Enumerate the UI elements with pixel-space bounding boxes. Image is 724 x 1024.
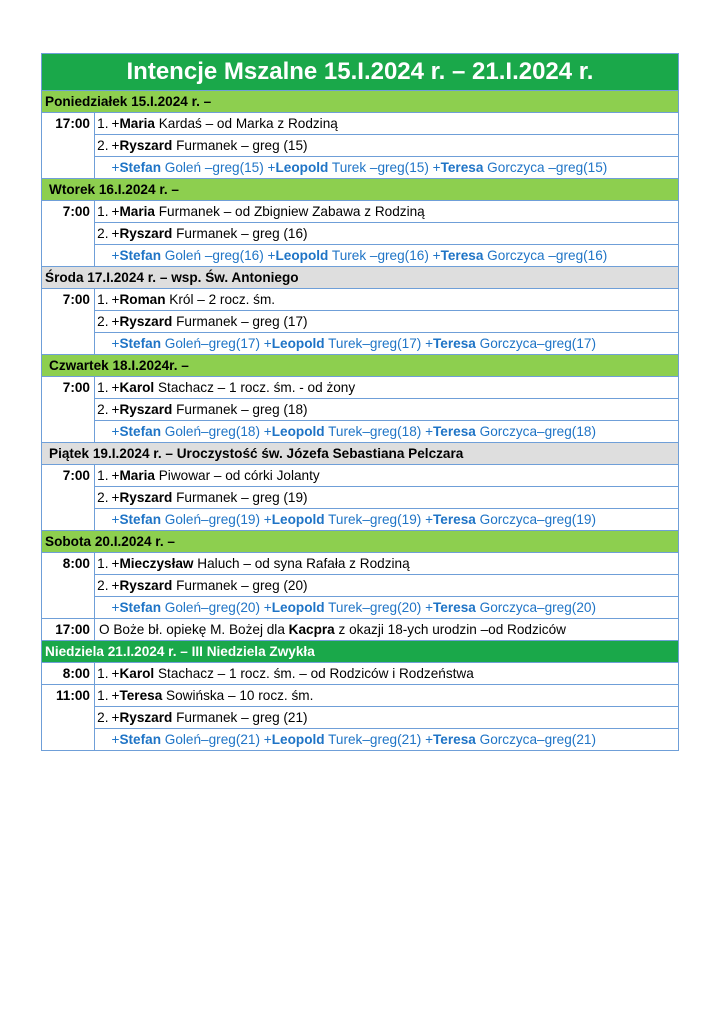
text-segment: Turek –greg(16) + [328,248,441,263]
name-bold: Karol [119,380,155,395]
name-bold: Ryszard [119,490,173,505]
intention-row [42,619,679,641]
text-segment: + [111,138,120,153]
name-bold: Stefan [119,336,161,351]
text-segment: Goleń –greg(15) + [161,160,276,175]
name-bold: Ryszard [119,314,173,329]
intention-text [111,113,679,135]
text-segment: Furmanek – greg (20) [172,578,308,593]
text-segment: + [111,204,120,219]
text-segment: + [111,380,120,395]
name-bold: Leopold [271,600,325,615]
gregorian-intentions [111,245,679,267]
name-bold: Stefan [119,248,161,263]
text-segment: + [111,710,120,725]
intention-row [42,487,679,509]
intention-text [111,289,679,311]
name-bold: Leopold [275,248,329,263]
intention-row [42,575,679,597]
intention-text [111,685,679,707]
intention-text [111,223,679,245]
text-segment: Gorczyca –greg(16) [483,248,608,263]
intention-number: 1. [95,377,111,399]
intention-row [42,311,679,333]
intention-row [42,729,679,751]
text-segment: Turek–greg(17) + [324,336,434,351]
text-segment: + [111,402,120,417]
page-title: Intencje Mszalne 15.I.2024 r. – 21.I.2024 r. [41,53,679,90]
intention-row [42,245,679,267]
name-bold: Stefan [119,600,161,615]
intention-number: 2. [95,707,111,729]
text-segment: Furmanek – greg (21) [172,710,308,725]
intention-number: 1. [95,553,111,575]
text-segment: Sowińska – 10 rocz. śm. [162,688,314,703]
day-header [42,443,679,465]
name-bold: Leopold [271,424,325,439]
name-bold: Teresa [433,600,476,615]
text-segment: Gorczyca–greg(20) [475,600,596,615]
name-bold: Teresa [440,160,484,175]
name-bold: Teresa [433,336,476,351]
intention-row [42,113,679,135]
intention-text [111,399,679,421]
name-bold: Stefan [119,160,161,175]
intention-number [95,729,111,751]
intention-number: 1. [95,289,111,311]
intention-number: 2. [95,575,111,597]
intention-text [111,663,679,685]
name-bold: Leopold [275,160,329,175]
text-segment: + [111,424,120,439]
intention-row [42,333,679,355]
text-segment: Furmanek – greg (15) [172,138,308,153]
intention-number: 2. [95,223,111,245]
name-bold: Leopold [271,336,325,351]
intention-row [42,597,679,619]
day-label: Czwartek 18.I.2024r. – [42,355,679,377]
day-label: Poniedziałek 15.I.2024 r. – [42,91,679,113]
text-segment: Kardaś – od Marka z Rodziną [154,116,338,131]
intention-number: 2. [95,135,111,157]
name-bold: Stefan [119,732,161,747]
text-segment: O Boże bł. opiekę M. Bożej dla [99,622,289,637]
text-segment: + [111,512,120,527]
day-label: Wtorek 16.I.2024 r. – [42,179,679,201]
intention-text [111,487,679,509]
mass-time: 8:00 [42,663,95,685]
mass-time: 17:00 [42,113,95,179]
intention-row [42,377,679,399]
intention-row [42,399,679,421]
gregorian-intentions [111,421,679,443]
intention-number: 2. [95,399,111,421]
name-bold: Stefan [119,512,161,527]
text-segment: + [111,248,120,263]
intention-row [42,223,679,245]
text-segment: + [111,666,120,681]
mass-time: 7:00 [42,377,95,443]
intention-number [95,333,111,355]
intention-row [42,157,679,179]
name-bold: Stefan [119,424,161,439]
text-segment: Goleń–greg(20) + [161,600,272,615]
name-bold: Maria [119,468,155,483]
intention-row [42,421,679,443]
gregorian-intentions [111,509,679,531]
name-bold: Ryszard [119,138,173,153]
day-label: Niedziela 21.I.2024 r. – III Niedziela Zwykła [42,641,679,663]
text-segment: + [111,468,120,483]
name-bold: Leopold [271,732,325,747]
mass-time: 8:00 [42,553,95,619]
intention-number: 1. [95,201,111,223]
intention-row [42,707,679,729]
text-segment: + [111,160,120,175]
intention-text [111,201,679,223]
intention-number [95,245,111,267]
intention-number: 2. [95,311,111,333]
text-segment: Furmanek – greg (19) [172,490,308,505]
text-segment: Król – 2 rocz. śm. [165,292,276,307]
text-segment: + [111,600,120,615]
intention-text [111,707,679,729]
intention-number [95,509,111,531]
text-segment: Turek –greg(15) + [328,160,441,175]
text-segment: + [111,226,120,241]
intention-row [42,509,679,531]
gregorian-intentions [111,157,679,179]
intentions-table [41,90,679,751]
intention-number: 1. [95,465,111,487]
intention-text [111,377,679,399]
mass-time: 11:00 [42,685,95,751]
text-segment: Turek–greg(21) + [324,732,434,747]
intention-text [111,575,679,597]
text-segment: Gorczyca–greg(21) [475,732,596,747]
intentions-sheet [41,53,679,751]
day-header [42,91,679,113]
intention-row [42,663,679,685]
intention-row [42,685,679,707]
text-segment: Goleń–greg(18) + [161,424,272,439]
text-segment: + [111,688,120,703]
intention-number: 1. [95,685,111,707]
gregorian-intentions [111,333,679,355]
day-header [42,179,679,201]
day-header [42,531,679,553]
text-segment: + [111,556,120,571]
intention-number [95,421,111,443]
text-segment: + [111,116,120,131]
name-bold: Teresa [119,688,163,703]
day-label: Środa 17.I.2024 r. – wsp. Św. Antoniego [42,267,679,289]
text-segment: Turek–greg(20) + [324,600,434,615]
intention-row [42,289,679,311]
gregorian-intentions [111,597,679,619]
name-bold: Teresa [433,732,476,747]
mass-time: 7:00 [42,465,95,531]
mass-time: 7:00 [42,289,95,355]
intention-row [42,135,679,157]
day-label: Sobota 20.I.2024 r. – [42,531,679,553]
text-segment: Furmanek – greg (18) [172,402,308,417]
intention-number [95,597,111,619]
intention-text [95,619,679,641]
name-bold: Ryszard [119,402,173,417]
intention-number: 1. [95,113,111,135]
name-bold: Ryszard [119,578,173,593]
intention-row [42,201,679,223]
intention-row [42,553,679,575]
name-bold: Teresa [440,248,484,263]
name-bold: Maria [119,204,155,219]
text-segment: + [111,490,120,505]
name-bold: Kacpra [288,622,335,637]
text-segment: + [111,578,120,593]
intention-number: 1. [95,663,111,685]
gregorian-intentions [111,729,679,751]
text-segment: + [111,314,120,329]
day-header [42,641,679,663]
day-header [42,355,679,377]
name-bold: Maria [119,116,155,131]
intention-number [95,157,111,179]
intention-text [111,135,679,157]
intention-row [42,465,679,487]
text-segment: z okazji 18-ych urodzin –od Rodziców [334,622,566,637]
intention-text [111,311,679,333]
name-bold: Teresa [433,424,476,439]
text-segment: Gorczyca–greg(17) [475,336,596,351]
mass-time: 7:00 [42,201,95,267]
text-segment: Goleń–greg(21) + [161,732,272,747]
text-segment: Stachacz – 1 rocz. śm. - od żony [154,380,356,395]
text-segment: Piwowar – od córki Jolanty [154,468,320,483]
text-segment: Goleń–greg(17) + [161,336,272,351]
text-segment: Stachacz – 1 rocz. śm. – od Rodziców i Rodzeństwa [154,666,474,681]
name-bold: Karol [119,666,155,681]
name-bold: Ryszard [119,710,173,725]
name-bold: Ryszard [119,226,173,241]
name-bold: Roman [119,292,166,307]
text-segment: + [111,336,120,351]
text-segment: Gorczyca–greg(18) [475,424,596,439]
intention-text [111,465,679,487]
text-segment: Furmanek – od Zbigniew Zabawa z Rodziną [154,204,425,219]
text-segment: Turek–greg(18) + [324,424,434,439]
name-bold: Teresa [433,512,476,527]
mass-time: 17:00 [42,619,95,641]
text-segment: Turek–greg(19) + [324,512,434,527]
intention-text [111,553,679,575]
text-segment: Furmanek – greg (16) [172,226,308,241]
text-segment: + [111,732,120,747]
name-bold: Leopold [271,512,325,527]
text-segment: Goleń –greg(16) + [161,248,276,263]
day-header [42,267,679,289]
text-segment: Furmanek – greg (17) [172,314,308,329]
text-segment: Gorczyca–greg(19) [475,512,596,527]
text-segment: Gorczyca –greg(15) [483,160,608,175]
day-label: Piątek 19.I.2024 r. – Uroczystość św. Józefa Sebastiana Pelczara [42,443,679,465]
name-bold: Mieczysław [119,556,194,571]
intention-number: 2. [95,487,111,509]
text-segment: Goleń–greg(19) + [161,512,272,527]
text-segment: Haluch – od syna Rafała z Rodziną [193,556,410,571]
text-segment: + [111,292,120,307]
